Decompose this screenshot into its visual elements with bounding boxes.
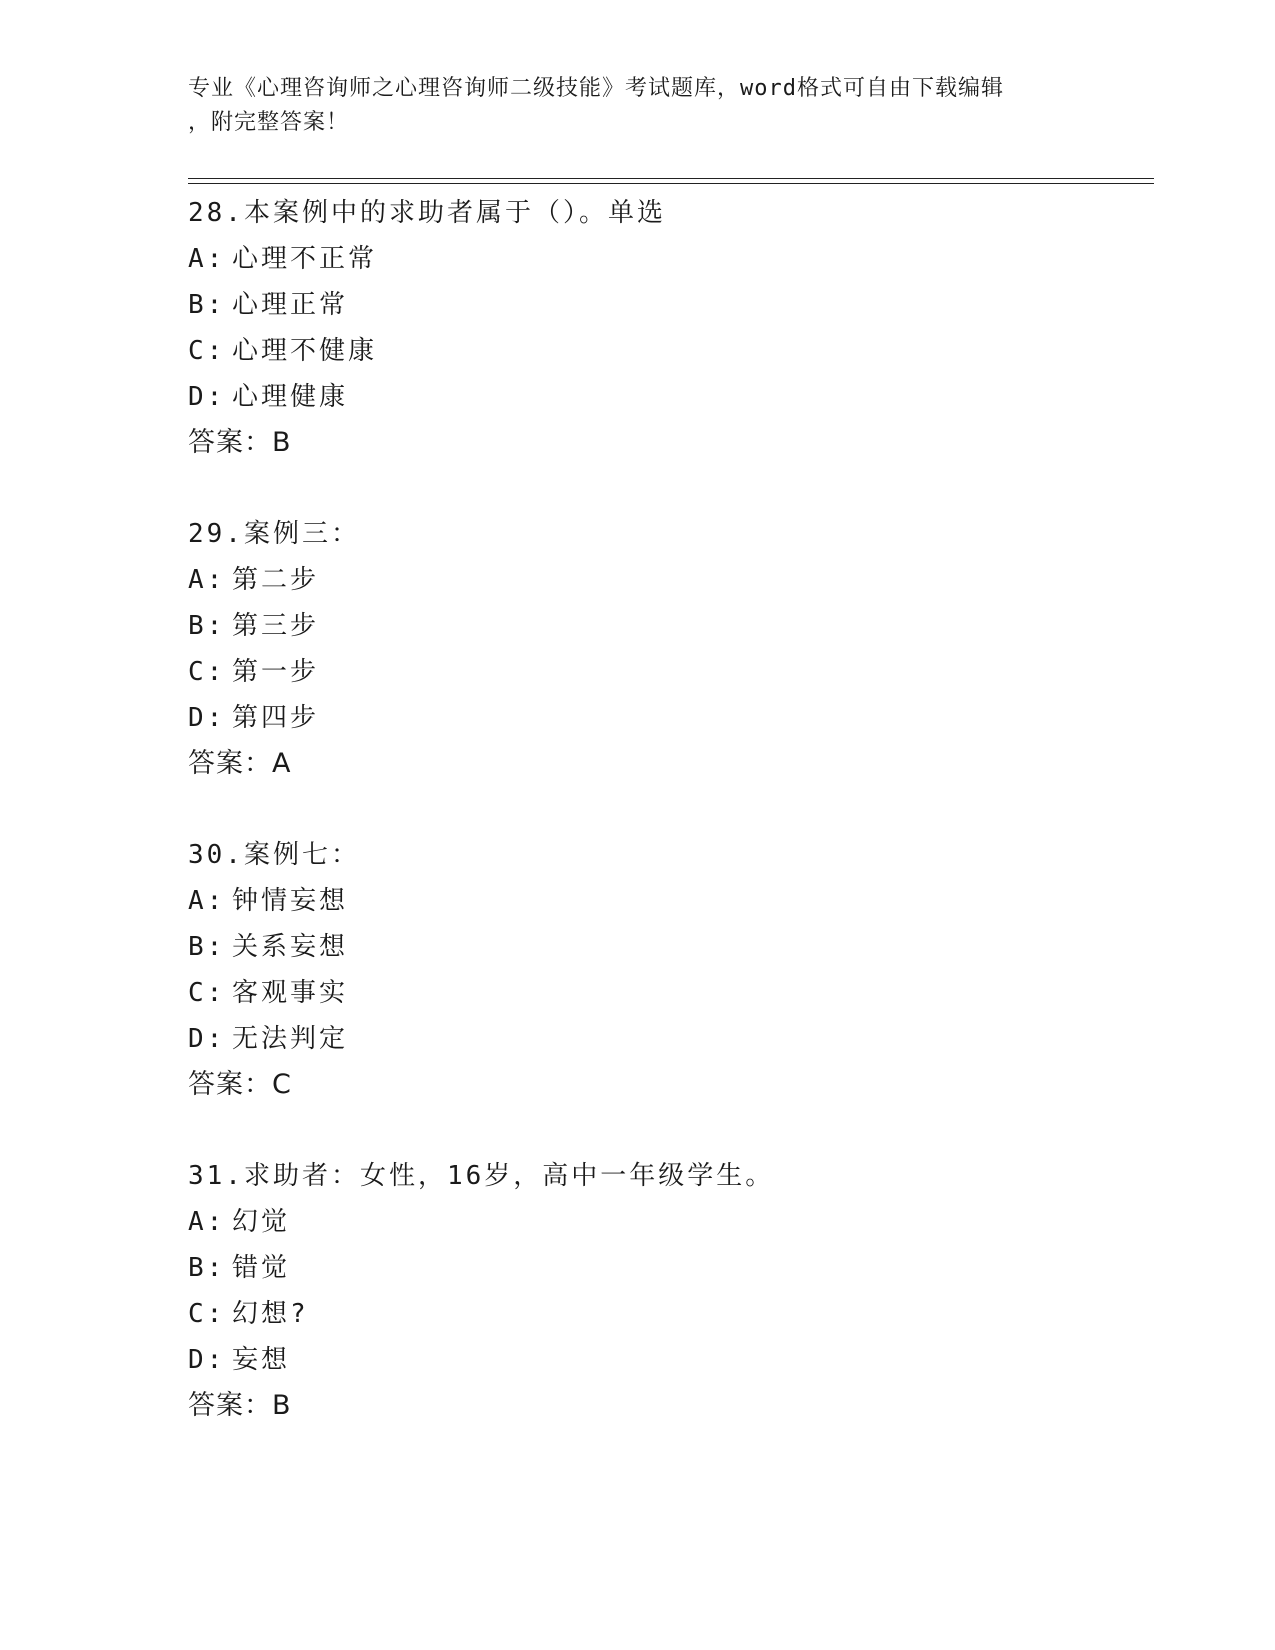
question-stem: 28.本案例中的求助者属于（）。单选 bbox=[188, 198, 666, 228]
option-b bbox=[188, 924, 1148, 970]
option-letter: C: bbox=[188, 657, 226, 687]
header-subtitle-line: ，附完整答案！ bbox=[188, 110, 350, 135]
option-b bbox=[188, 603, 1148, 649]
option-c bbox=[188, 1291, 1148, 1337]
question-30 bbox=[188, 832, 1148, 1108]
option-b bbox=[188, 1245, 1148, 1291]
option-text: 幻想? bbox=[232, 1299, 309, 1329]
option-text: 心理不正常 bbox=[232, 244, 378, 274]
header-title-line: 专业《心理咨询师之心理咨询师二级技能》考试题库，word格式可自由下载编辑 bbox=[188, 76, 1004, 101]
option-c bbox=[188, 328, 1148, 374]
option-text: 无法判定 bbox=[232, 1024, 349, 1054]
option-letter: B: bbox=[188, 932, 226, 962]
option-d bbox=[188, 1016, 1148, 1062]
option-letter: C: bbox=[188, 336, 226, 366]
option-text: 第一步 bbox=[232, 657, 320, 687]
document-header bbox=[188, 72, 1088, 140]
option-text: 幻觉 bbox=[232, 1207, 291, 1237]
option-a bbox=[188, 557, 1148, 603]
option-text: 钟情妄想 bbox=[232, 886, 349, 916]
question-28 bbox=[188, 190, 1148, 466]
option-letter: B: bbox=[188, 290, 226, 320]
option-text: 心理不健康 bbox=[232, 336, 378, 366]
option-text: 心理正常 bbox=[232, 290, 349, 320]
question-31 bbox=[188, 1153, 1148, 1429]
option-d bbox=[188, 695, 1148, 741]
option-text: 第四步 bbox=[232, 703, 320, 733]
option-letter: D: bbox=[188, 1024, 226, 1054]
option-letter: C: bbox=[188, 1299, 226, 1329]
answer-line: 答案：A bbox=[188, 748, 292, 779]
option-letter: D: bbox=[188, 703, 226, 733]
option-text: 心理健康 bbox=[232, 382, 349, 412]
option-a bbox=[188, 1199, 1148, 1245]
option-a bbox=[188, 236, 1148, 282]
answer-line: 答案：C bbox=[188, 1069, 292, 1100]
header-divider-bottom bbox=[188, 183, 1154, 184]
option-d bbox=[188, 374, 1148, 420]
option-letter: A: bbox=[188, 565, 226, 595]
option-letter: D: bbox=[188, 1345, 226, 1375]
option-text: 客观事实 bbox=[232, 978, 349, 1008]
header-divider-top bbox=[188, 178, 1154, 179]
option-letter: B: bbox=[188, 1253, 226, 1283]
option-letter: A: bbox=[188, 244, 226, 274]
answer-line: 答案：B bbox=[188, 427, 292, 458]
question-29 bbox=[188, 511, 1148, 787]
option-letter: A: bbox=[188, 1207, 226, 1237]
option-d bbox=[188, 1337, 1148, 1383]
option-text: 第三步 bbox=[232, 611, 320, 641]
question-stem: 29.案例三： bbox=[188, 519, 360, 549]
option-letter: A: bbox=[188, 886, 226, 916]
answer-line: 答案：B bbox=[188, 1390, 292, 1421]
option-c bbox=[188, 649, 1148, 695]
option-letter: C: bbox=[188, 978, 226, 1008]
option-text: 错觉 bbox=[232, 1253, 291, 1283]
option-c bbox=[188, 970, 1148, 1016]
option-a bbox=[188, 878, 1148, 924]
option-text: 关系妄想 bbox=[232, 932, 349, 962]
option-text: 妄想 bbox=[232, 1345, 291, 1375]
question-list bbox=[188, 190, 1148, 1474]
question-stem: 30.案例七： bbox=[188, 840, 360, 870]
option-letter: B: bbox=[188, 611, 226, 641]
option-letter: D: bbox=[188, 382, 226, 412]
option-b bbox=[188, 282, 1148, 328]
option-text: 第二步 bbox=[232, 565, 320, 595]
question-stem: 31.求助者：女性，16岁，高中一年级学生。 bbox=[188, 1161, 775, 1191]
